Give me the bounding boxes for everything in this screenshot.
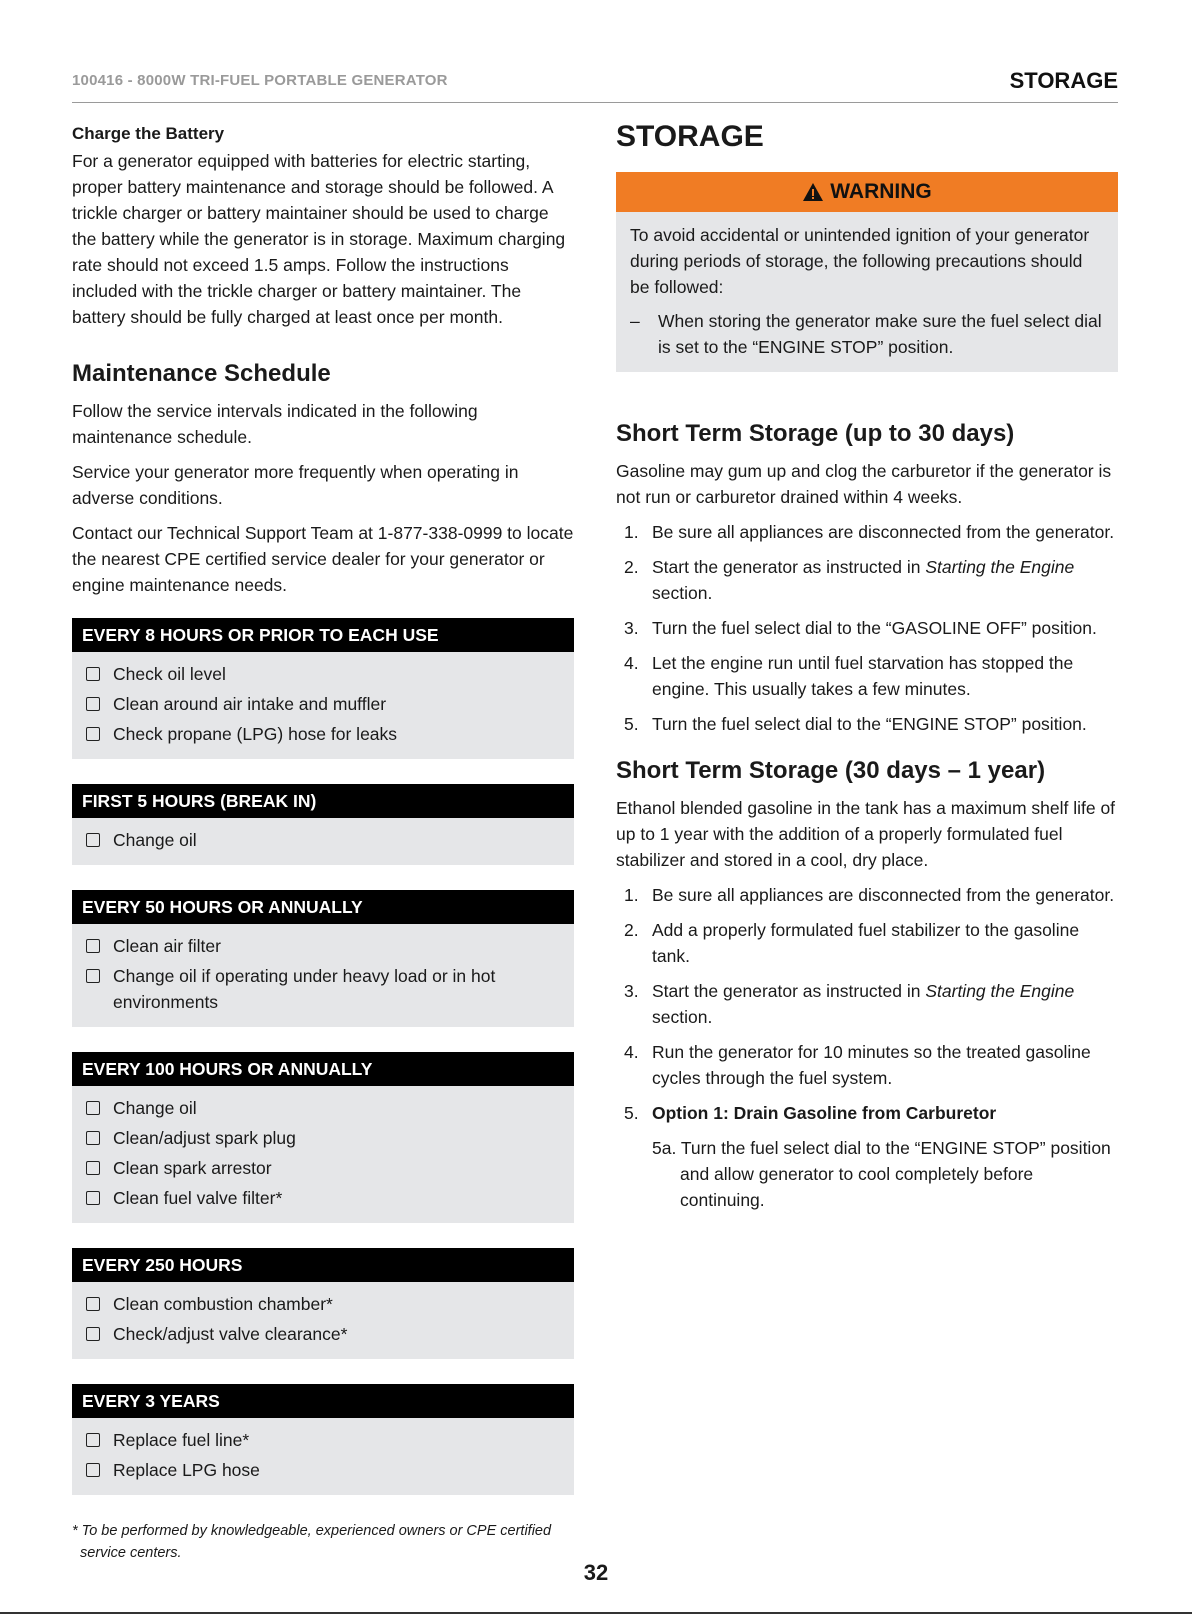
schedule-item-text: Clean spark arrestor <box>113 1158 272 1178</box>
step-item <box>616 978 1118 1030</box>
charge-battery-text: For a generator equipped with batteries for electric starting, proper battery maintenance and storage should be followed. A trickle charger or battery maintainer should be used to charge the battery while the generator is in storage. Maximum charging rate should not exceed 1.5 amps. Follow the instructions included with the trickle charger or battery maintainer. The battery should be fully charged at least once per month. <box>72 151 566 327</box>
step-item <box>616 711 1118 737</box>
warning-body <box>616 212 1118 372</box>
step-text-after: section. <box>652 1007 713 1027</box>
step-number: 3. <box>624 981 639 1001</box>
schedule-item-text: Change oil <box>113 830 197 850</box>
step-text-main: Be sure all appliances are disconnected from the generator. <box>652 885 1115 905</box>
warning-label: WARNING <box>830 180 932 203</box>
step-item <box>616 882 1118 908</box>
maintenance-paragraph-3: Contact our Technical Support Team at 1-877-338-0999 to locate the nearest CPE certified service dealer for your generator or engine maintenance needs. <box>72 523 574 595</box>
warning-box <box>616 172 1118 372</box>
short-term-heading-2: Short Term Storage (30 days – 1 year) <box>616 757 1046 784</box>
schedule-item <box>86 1291 562 1317</box>
schedule-block <box>72 1248 574 1359</box>
short-term-intro-1: Gasoline may gum up and clog the carburetor if the generator is not run or carburetor drained within 4 weeks. <box>616 461 1112 507</box>
step-text <box>652 554 1118 606</box>
schedule-item <box>86 1427 562 1453</box>
schedule-block <box>72 784 574 865</box>
step-item <box>616 1100 1118 1126</box>
step-text-main: Turn the fuel select dial to the “GASOLINE OFF” position. <box>652 618 1097 638</box>
schedule-items <box>72 1086 574 1223</box>
step-text-main: Run the generator for 10 minutes so the treated gasoline cycles through the fuel system. <box>652 1042 1091 1088</box>
page-header <box>72 68 1118 103</box>
checkbox-icon <box>86 833 100 847</box>
left-column <box>72 124 574 1564</box>
page-number: 32 <box>583 1560 609 1585</box>
step-number: 4. <box>624 1042 639 1062</box>
step-text-main: Add a properly formulated fuel stabilizer to the gasoline tank. <box>652 920 1080 966</box>
step-text <box>652 1039 1118 1091</box>
step-text <box>652 711 1087 737</box>
step-item <box>616 554 1118 606</box>
maintenance-section <box>72 360 574 598</box>
step-text <box>652 978 1118 1030</box>
checkbox-icon <box>86 1161 100 1175</box>
step-text-main: Option 1: Drain Gasoline from Carburetor <box>652 1103 997 1123</box>
schedule-item-text: Clean around air intake and muffler <box>113 694 387 714</box>
warning-triangle-icon <box>802 182 824 202</box>
schedule-block <box>72 1052 574 1223</box>
step-text <box>652 917 1118 969</box>
schedule-heading: EVERY 8 HOURS OR PRIOR TO EACH USE <box>72 618 574 652</box>
step-text-emphasis: Starting the Engine <box>925 557 1075 577</box>
schedule-item-text: Clean air filter <box>113 936 221 956</box>
short-term-storage-1-year <box>616 757 1118 1213</box>
section-tag: STORAGE <box>1009 68 1118 93</box>
schedule-item-text: Change oil <box>113 1098 197 1118</box>
checkbox-icon <box>86 1191 100 1205</box>
checkbox-icon <box>86 697 100 711</box>
warning-text: To avoid accidental or unintended ignition of your generator during periods of storage, the following precautions should be followed: <box>630 225 1090 297</box>
step-text <box>652 615 1097 641</box>
schedule-heading: EVERY 250 HOURS <box>72 1248 574 1282</box>
step-item <box>616 1039 1118 1091</box>
checkbox-icon <box>86 939 100 953</box>
schedule-item-text: Change oil if operating under heavy load or in hot environments <box>113 966 496 1012</box>
schedule-item-text: Clean/adjust spark plug <box>113 1128 296 1148</box>
step-text <box>652 882 1114 908</box>
schedule-item <box>86 1185 562 1211</box>
checkbox-icon <box>86 1101 100 1115</box>
short-term-steps-2 <box>616 882 1118 1126</box>
schedule-item-text: Replace fuel line* <box>113 1430 250 1450</box>
step-number: 2. <box>624 920 639 940</box>
schedule-item <box>86 1095 562 1121</box>
short-term-storage-30-days <box>616 420 1118 737</box>
checkbox-icon <box>86 667 100 681</box>
schedule-item <box>86 1321 562 1347</box>
schedule-item <box>86 661 562 687</box>
schedule-item <box>86 827 562 853</box>
checkbox-icon <box>86 1131 100 1145</box>
step-text-after: section. <box>652 583 713 603</box>
schedule-items <box>72 924 574 1027</box>
checkbox-icon <box>86 727 100 741</box>
maintenance-paragraph-1: Follow the service intervals indicated in the following maintenance schedule. <box>72 401 478 447</box>
step-number: 2. <box>624 557 639 577</box>
step-text <box>652 519 1114 545</box>
warning-bullet-text: When storing the generator make sure the fuel select dial is set to the “ENGINE STOP” position. <box>658 311 1102 357</box>
warning-bullet <box>630 308 1104 360</box>
schedule-heading: EVERY 3 YEARS <box>72 1384 574 1418</box>
schedule-item <box>86 963 562 1015</box>
step-text <box>652 650 1118 702</box>
schedule-item-text: Replace LPG hose <box>113 1460 260 1480</box>
step-text-main: Be sure all appliances are disconnected from the generator. <box>652 522 1115 542</box>
maintenance-schedule <box>72 618 574 1495</box>
schedule-item <box>86 933 562 959</box>
step-text-main: Let the engine run until fuel starvation has stopped the engine. This usually takes a few minutes. <box>652 653 1074 699</box>
schedule-heading: EVERY 50 HOURS OR ANNUALLY <box>72 890 574 924</box>
step-text-emphasis: Starting the Engine <box>925 981 1075 1001</box>
schedule-heading: FIRST 5 HOURS (BREAK IN) <box>72 784 574 818</box>
short-term-heading-1: Short Term Storage (up to 30 days) <box>616 420 1015 447</box>
schedule-item-text: Check propane (LPG) hose for leaks <box>113 724 398 744</box>
schedule-items <box>72 1282 574 1359</box>
step-number: 3. <box>624 618 639 638</box>
checkbox-icon <box>86 969 100 983</box>
sub-step-5a: 5a. Turn the fuel select dial to the “ENGINE STOP” position and allow generator to cool completely before continuing. <box>652 1138 1111 1210</box>
schedule-block <box>72 618 574 759</box>
step-item <box>616 650 1118 702</box>
schedule-items <box>72 1418 574 1495</box>
step-number: 5. <box>624 714 639 734</box>
bottom-rule <box>0 1612 1192 1614</box>
step-number: 5. <box>624 1103 639 1123</box>
schedule-items <box>72 818 574 865</box>
schedule-block <box>72 890 574 1027</box>
schedule-item <box>86 691 562 717</box>
schedule-item <box>86 1457 562 1483</box>
footnote: * To be performed by knowledgeable, experienced owners or CPE certified service centers. <box>72 1523 552 1561</box>
step-text-main: Start the generator as instructed in <box>652 557 926 577</box>
short-term-steps-1 <box>616 519 1118 737</box>
schedule-items <box>72 652 574 759</box>
step-number: 1. <box>624 522 639 542</box>
step-number: 4. <box>624 653 639 673</box>
step-item <box>616 519 1118 545</box>
schedule-block <box>72 1384 574 1495</box>
step-text <box>652 1100 996 1126</box>
checkbox-icon <box>86 1433 100 1447</box>
schedule-item-text: Clean fuel valve filter* <box>113 1188 283 1208</box>
step-item <box>616 615 1118 641</box>
step-item <box>616 917 1118 969</box>
charge-battery-heading: Charge the Battery <box>72 124 225 143</box>
checkbox-icon <box>86 1327 100 1341</box>
schedule-heading: EVERY 100 HOURS OR ANNUALLY <box>72 1052 574 1086</box>
storage-heading: STORAGE <box>616 120 764 153</box>
checkbox-icon <box>86 1463 100 1477</box>
schedule-item <box>86 721 562 747</box>
checkbox-icon <box>86 1297 100 1311</box>
charge-battery-section <box>72 124 574 330</box>
schedule-item-text: Check oil level <box>113 664 226 684</box>
warning-dash: – <box>630 311 640 331</box>
step-text-main: Start the generator as instructed in <box>652 981 926 1001</box>
schedule-item-text: Clean combustion chamber* <box>113 1294 333 1314</box>
schedule-item <box>86 1155 562 1181</box>
schedule-item <box>86 1125 562 1151</box>
right-column <box>616 120 1118 1213</box>
step-text-main: Turn the fuel select dial to the “ENGINE STOP” position. <box>652 714 1087 734</box>
schedule-item-text: Check/adjust valve clearance* <box>113 1324 348 1344</box>
document-title: 100416 - 8000W TRI-FUEL PORTABLE GENERATOR <box>72 72 448 89</box>
maintenance-paragraph-2: Service your generator more frequently when operating in adverse conditions. <box>72 462 519 508</box>
maintenance-heading: Maintenance Schedule <box>72 360 331 387</box>
short-term-intro-2: Ethanol blended gasoline in the tank has a maximum shelf life of up to 1 year with the addition of a properly formulated fuel stabilizer and stored in a cool, dry place. <box>616 798 1116 870</box>
warning-header <box>616 172 1118 212</box>
step-number: 1. <box>624 885 639 905</box>
